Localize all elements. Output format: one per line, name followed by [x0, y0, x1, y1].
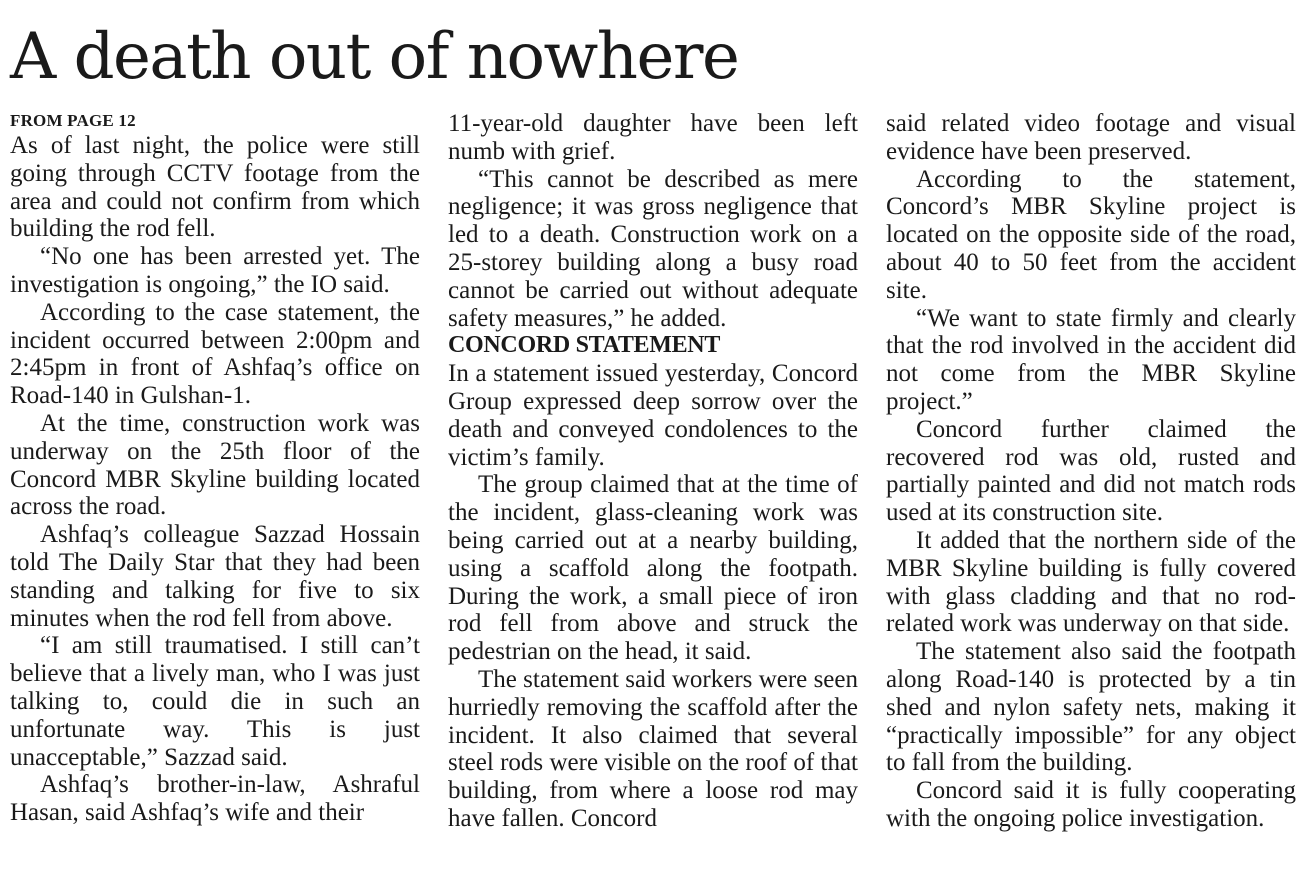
paragraph: The statement said workers were seen hurriedly removing the scaffold after the incident. It also claimed that several steel rods were visible on the roof of that building, from where a loose rod may have fallen. Concord [448, 665, 858, 832]
paragraph: According to the statement, Concord’s MBR Skyline project is located on the opposite side of the road, about 40 to 50 feet from the accident site. [886, 165, 1296, 304]
paragraph: Ashfaq’s colleague Sazzad Hossain told The Daily Star that they had been standing and talking for five to six minutes when the rod fell from above. [10, 521, 420, 632]
paragraph: “This cannot be described as mere negligence; it was gross negligence that led to a death. Construction work on a 25-storey building along a busy road cannot be carried out without adequate safety measures,” he added. [448, 165, 858, 332]
subheading: CONCORD STATEMENT [448, 332, 721, 359]
paragraph: It added that the northern side of the MBR Skyline building is fully covered with glass cladding and that no rod-related work was underway on that side. [886, 526, 1296, 638]
column-2 [448, 110, 858, 833]
paragraph: 11-year-old daughter have been left numb with grief. [448, 110, 858, 165]
paragraph: “We want to state firmly and clearly that the rod involved in the accident did not come from the MBR Skyline project.” [886, 304, 1296, 415]
paragraph: “No one has been arrested yet. The investigation is ongoing,” the IO said. [10, 243, 420, 298]
headline: A death out of nowhere [10, 20, 739, 94]
paragraph: Concord said it is fully cooperating with the ongoing police investigation. [886, 777, 1296, 832]
column-3 [886, 110, 1296, 833]
paragraph: The group claimed that at the time of the incident, glass-cleaning work was being carried out at a nearby building, using a scaffold along the footpath. During the work, a small piece of iron rod fell from above and struck the pedestrian on the head, it said. [448, 471, 858, 666]
paragraph: Concord further claimed the recovered rod was old, rusted and partially painted and did not match rods used at its construction site. [886, 415, 1296, 527]
paragraph: According to the case statement, the incident occurred between 2:00pm and 2:45pm in front of Ashfaq’s office on Road-140 in Gulshan-1. [10, 298, 420, 410]
paragraph: The statement also said the footpath along Road-140 is protected by a tin shed and nylon safety nets, making it “practically impossible” for any object to fall from the building. [886, 638, 1296, 777]
paragraph: As of last night, the police were still going through CCTV footage from the area and could not confirm from which building the rod fell. [10, 132, 420, 243]
paragraph: said related video footage and visual evidence have been preserved. [886, 110, 1296, 165]
column-1 [10, 110, 420, 827]
paragraph: Ashfaq’s brother-in-law, Ashraful Hasan, said Ashfaq’s wife and their [10, 771, 420, 827]
paragraph: At the time, construction work was underway on the 25th floor of the Concord MBR Skyline building located across the road. [10, 409, 420, 521]
kicker: FROM PAGE 12 [10, 111, 136, 130]
paragraph: “I am still traumatised. I still can’t believe that a lively man, who I was just talking to, could die in such an unfortunate way. This is just unacceptable,” Sazzad said. [10, 632, 420, 771]
paragraph: In a statement issued yesterday, Concord Group expressed deep sorrow over the death and conveyed condolences to the victim’s family. [448, 360, 858, 471]
